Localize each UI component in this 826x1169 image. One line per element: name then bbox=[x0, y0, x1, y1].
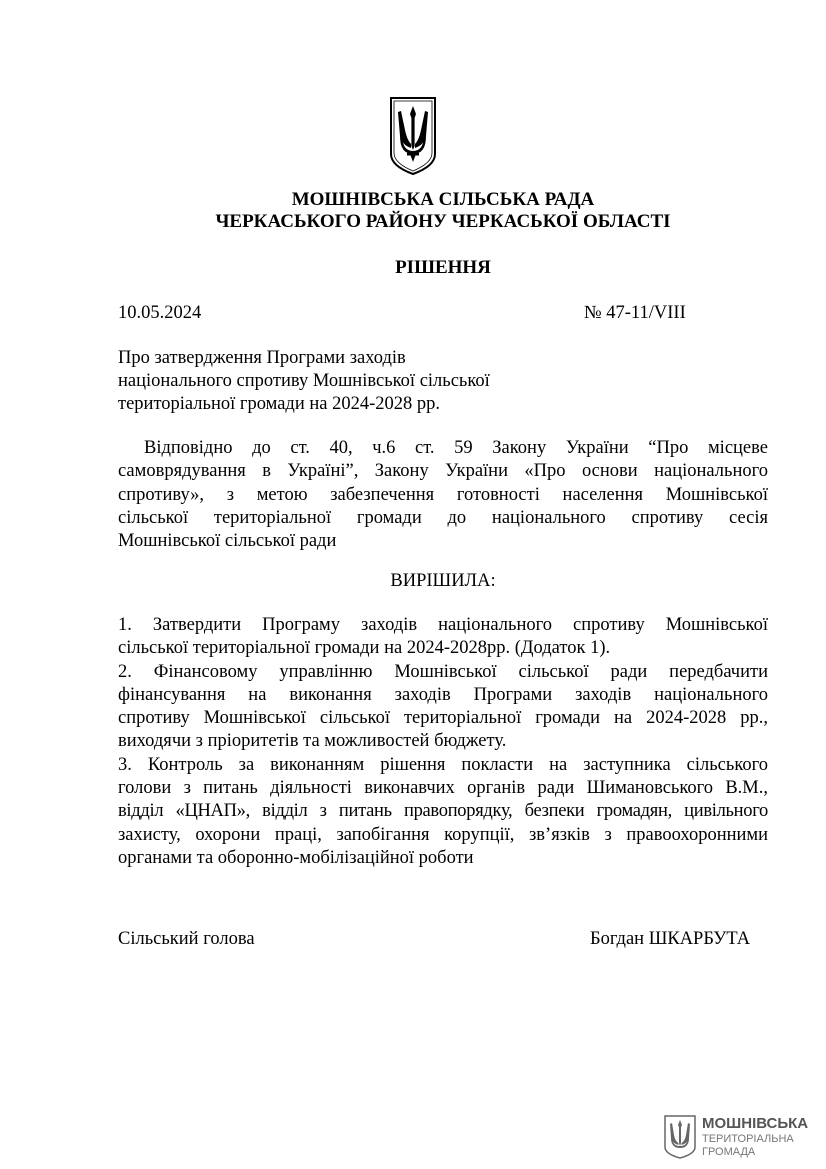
tryzub-icon bbox=[664, 1115, 696, 1159]
item-line: спротиву Мошнівської сільської територіальної громади на 2024-2028 рр., bbox=[118, 708, 768, 729]
subject-line: Про затвердження Програми заходів bbox=[118, 348, 406, 368]
subject-line: національного спротиву Мошнівської сільської bbox=[118, 371, 490, 391]
document-number: № 47-11/VIII bbox=[584, 303, 686, 323]
preamble-line: самоврядування в Україні”, Закону України «Про основи національного bbox=[118, 461, 768, 482]
signatory-position: Сільський голова bbox=[118, 929, 255, 949]
document-date: 10.05.2024 bbox=[118, 303, 202, 323]
item-line: органами та оборонно-мобілізаційної роботи bbox=[118, 847, 474, 868]
logo-line2: ТЕРИТОРІАЛЬНА bbox=[702, 1133, 794, 1145]
item-line: відділ «ЦНАП», відділ з питань правопорядку, безпеки громадян, цивільного bbox=[118, 801, 768, 822]
council-name-line1: МОШНІВСЬКА СІЛЬСЬКА РАДА bbox=[291, 189, 595, 210]
preamble-line: Мошнівської сільської ради bbox=[118, 531, 337, 552]
coat-of-arms-icon bbox=[388, 96, 438, 176]
logo-line1: МОШНІВСЬКА bbox=[702, 1115, 809, 1132]
decision-items bbox=[118, 614, 768, 870]
item-line: 3. Контроль за виконанням рішення покласти на заступника сільського bbox=[118, 754, 768, 775]
council-name-line2: ЧЕРКАСЬКОГО РАЙОНУ ЧЕРКАСЬКОЇ ОБЛАСТІ bbox=[215, 211, 671, 232]
signatory-name: Богдан ШКАРБУТА bbox=[590, 929, 751, 949]
preamble-line: Відповідно до ст. 40, ч.6 ст. 59 Закону України “Про місцеве bbox=[144, 438, 768, 458]
item-line: захисту, охорони праці, запобігання корупції, зв’язків з правоохоронними bbox=[118, 824, 768, 845]
subject-line: територіальної громади на 2024-2028 рр. bbox=[118, 394, 440, 414]
item-line: 2. Фінансовому управлінню Мошнівської сільської ради передбачити bbox=[118, 661, 768, 682]
preamble-line: сільської територіальної громади до національного спротиву сесія bbox=[118, 507, 768, 528]
item-line: виходячи з пріоритетів та можливостей бюджету. bbox=[118, 731, 507, 752]
preamble bbox=[118, 437, 768, 553]
item-line: голови з питань діяльності виконавчих органів ради Шимановського В.М., bbox=[118, 778, 768, 799]
decision-heading: ВИРІШИЛА: bbox=[390, 571, 496, 591]
item-line: 1. Затвердити Програму заходів національного спротиву Мошнівської bbox=[118, 615, 768, 635]
logo-line3: ГРОМАДА bbox=[702, 1146, 756, 1158]
document-type: РІШЕННЯ bbox=[395, 257, 491, 278]
subject-block bbox=[118, 347, 490, 416]
item-line: фінансування на виконання заходів Програми заходів національного bbox=[118, 684, 768, 705]
item-line: сільської територіальної громади на 2024-2028рр. (Додаток 1). bbox=[118, 638, 611, 659]
preamble-line: спротиву», з метою забезпечення готовності населення Мошнівської bbox=[118, 484, 768, 505]
community-logo bbox=[664, 1113, 814, 1163]
